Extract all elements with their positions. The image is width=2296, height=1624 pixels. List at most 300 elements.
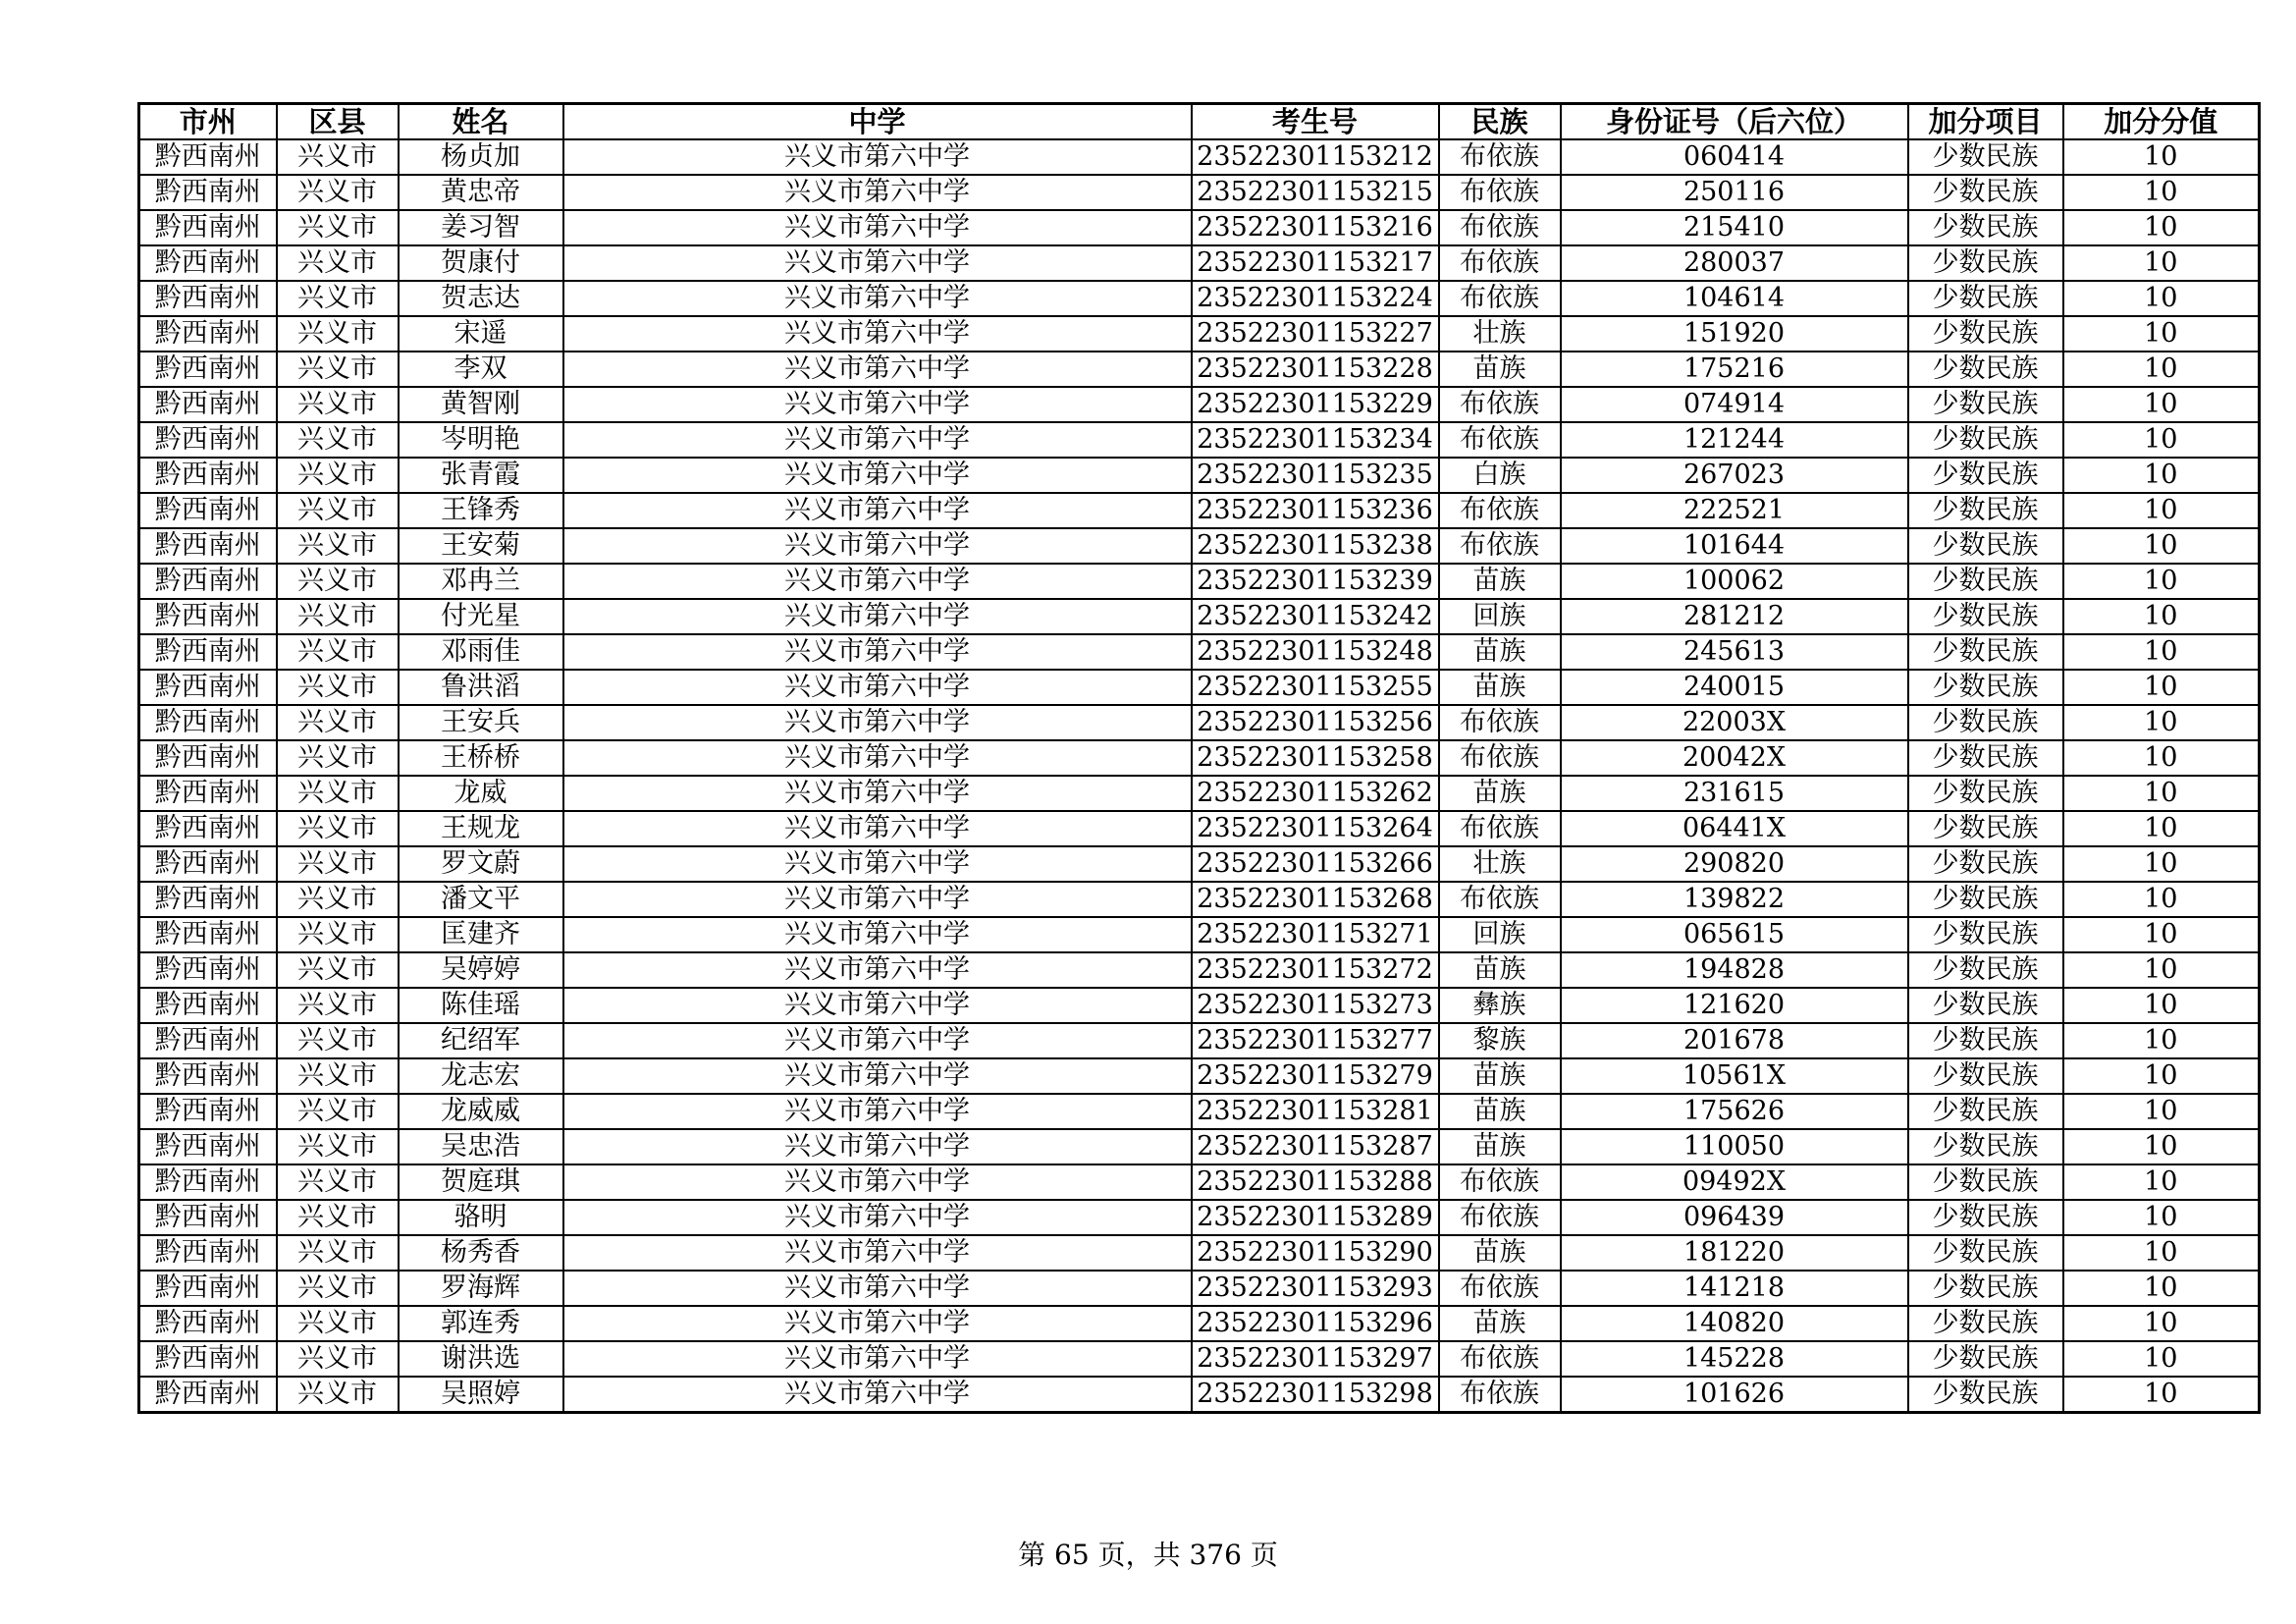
cell-school: 兴义市第六中学 xyxy=(563,281,1192,316)
cell-district: 兴义市 xyxy=(277,740,399,776)
cell-city: 黔西南州 xyxy=(139,1377,277,1413)
cell-city: 黔西南州 xyxy=(139,422,277,458)
cell-bonus-value: 10 xyxy=(2063,811,2260,846)
cell-bonus-item: 少数民族 xyxy=(1908,387,2063,422)
cell-bonus-item: 少数民族 xyxy=(1908,1200,2063,1235)
cell-exam-number: 23522301153273 xyxy=(1192,988,1439,1023)
col-header-district: 区县 xyxy=(277,104,399,140)
cell-city: 黔西南州 xyxy=(139,1235,277,1271)
cell-school: 兴义市第六中学 xyxy=(563,1094,1192,1129)
cell-name: 王安菊 xyxy=(399,528,563,564)
cell-name: 龙威威 xyxy=(399,1094,563,1129)
cell-name: 王锋秀 xyxy=(399,493,563,528)
cell-bonus-item: 少数民族 xyxy=(1908,776,2063,811)
cell-city: 黔西南州 xyxy=(139,988,277,1023)
table-row xyxy=(139,493,2260,528)
cell-exam-number: 23522301153227 xyxy=(1192,316,1439,352)
table-row xyxy=(139,564,2260,599)
table-body xyxy=(139,139,2260,1413)
cell-exam-number: 23522301153271 xyxy=(1192,917,1439,952)
cell-district: 兴义市 xyxy=(277,599,399,634)
cell-bonus-value: 10 xyxy=(2063,387,2260,422)
cell-ethnicity: 苗族 xyxy=(1439,564,1561,599)
cell-bonus-value: 10 xyxy=(2063,634,2260,670)
cell-exam-number: 23522301153262 xyxy=(1192,776,1439,811)
table-row xyxy=(139,139,2260,175)
cell-bonus-value: 10 xyxy=(2063,882,2260,917)
table-row xyxy=(139,1094,2260,1129)
cell-exam-number: 23522301153296 xyxy=(1192,1306,1439,1341)
cell-name: 李双 xyxy=(399,352,563,387)
cell-exam-number: 23522301153228 xyxy=(1192,352,1439,387)
cell-ethnicity: 白族 xyxy=(1439,458,1561,493)
cell-city: 黔西南州 xyxy=(139,1023,277,1058)
cell-city: 黔西南州 xyxy=(139,493,277,528)
cell-ethnicity: 布依族 xyxy=(1439,281,1561,316)
cell-name: 贺庭琪 xyxy=(399,1164,563,1200)
cell-id-last-six: 215410 xyxy=(1561,210,1908,245)
cell-bonus-value: 10 xyxy=(2063,1271,2260,1306)
table-row xyxy=(139,316,2260,352)
cell-exam-number: 23522301153255 xyxy=(1192,670,1439,705)
cell-school: 兴义市第六中学 xyxy=(563,387,1192,422)
cell-exam-number: 23522301153277 xyxy=(1192,1023,1439,1058)
cell-district: 兴义市 xyxy=(277,846,399,882)
roster-sheet xyxy=(137,102,2258,1414)
table-row xyxy=(139,1341,2260,1377)
cell-ethnicity: 回族 xyxy=(1439,599,1561,634)
cell-city: 黔西南州 xyxy=(139,882,277,917)
cell-ethnicity: 彝族 xyxy=(1439,988,1561,1023)
cell-ethnicity: 苗族 xyxy=(1439,776,1561,811)
cell-district: 兴义市 xyxy=(277,952,399,988)
cell-id-last-six: 245613 xyxy=(1561,634,1908,670)
cell-school: 兴义市第六中学 xyxy=(563,988,1192,1023)
cell-exam-number: 23522301153248 xyxy=(1192,634,1439,670)
cell-id-last-six: 20042X xyxy=(1561,740,1908,776)
page-footer: 第 65 页，共 376 页 xyxy=(1018,1539,1278,1571)
cell-district: 兴义市 xyxy=(277,1094,399,1129)
cell-bonus-item: 少数民族 xyxy=(1908,1058,2063,1094)
cell-school: 兴义市第六中学 xyxy=(563,1200,1192,1235)
cell-school: 兴义市第六中学 xyxy=(563,316,1192,352)
cell-exam-number: 23522301153212 xyxy=(1192,139,1439,175)
table-row xyxy=(139,281,2260,316)
cell-bonus-item: 少数民族 xyxy=(1908,705,2063,740)
cell-id-last-six: 175626 xyxy=(1561,1094,1908,1129)
cell-bonus-value: 10 xyxy=(2063,917,2260,952)
cell-name: 黄忠帝 xyxy=(399,175,563,210)
cell-name: 邓雨佳 xyxy=(399,634,563,670)
cell-exam-number: 23522301153234 xyxy=(1192,422,1439,458)
cell-school: 兴义市第六中学 xyxy=(563,1164,1192,1200)
cell-ethnicity: 苗族 xyxy=(1439,634,1561,670)
cell-name: 贺康付 xyxy=(399,245,563,281)
cell-school: 兴义市第六中学 xyxy=(563,1377,1192,1413)
cell-name: 邓冉兰 xyxy=(399,564,563,599)
cell-ethnicity: 布依族 xyxy=(1439,422,1561,458)
cell-city: 黔西南州 xyxy=(139,1306,277,1341)
cell-bonus-value: 10 xyxy=(2063,352,2260,387)
cell-exam-number: 23522301153256 xyxy=(1192,705,1439,740)
cell-district: 兴义市 xyxy=(277,1306,399,1341)
table-row xyxy=(139,175,2260,210)
cell-city: 黔西南州 xyxy=(139,281,277,316)
cell-exam-number: 23522301153281 xyxy=(1192,1094,1439,1129)
cell-exam-number: 23522301153238 xyxy=(1192,528,1439,564)
cell-name: 龙志宏 xyxy=(399,1058,563,1094)
cell-id-last-six: 141218 xyxy=(1561,1271,1908,1306)
cell-district: 兴义市 xyxy=(277,882,399,917)
cell-name: 宋遥 xyxy=(399,316,563,352)
cell-school: 兴义市第六中学 xyxy=(563,458,1192,493)
cell-name: 张青霞 xyxy=(399,458,563,493)
cell-bonus-item: 少数民族 xyxy=(1908,422,2063,458)
cell-district: 兴义市 xyxy=(277,1377,399,1413)
table-row xyxy=(139,1200,2260,1235)
cell-ethnicity: 苗族 xyxy=(1439,1129,1561,1164)
cell-city: 黔西南州 xyxy=(139,387,277,422)
col-header-ethnicity: 民族 xyxy=(1439,104,1561,140)
cell-bonus-value: 10 xyxy=(2063,564,2260,599)
table-row xyxy=(139,1306,2260,1341)
cell-name: 罗海辉 xyxy=(399,1271,563,1306)
table-row xyxy=(139,1235,2260,1271)
table-row xyxy=(139,599,2260,634)
cell-bonus-value: 10 xyxy=(2063,1341,2260,1377)
cell-bonus-value: 10 xyxy=(2063,599,2260,634)
cell-ethnicity: 苗族 xyxy=(1439,1235,1561,1271)
table-row xyxy=(139,917,2260,952)
cell-bonus-item: 少数民族 xyxy=(1908,634,2063,670)
table-row xyxy=(139,670,2260,705)
cell-district: 兴义市 xyxy=(277,245,399,281)
cell-city: 黔西南州 xyxy=(139,811,277,846)
cell-id-last-six: 096439 xyxy=(1561,1200,1908,1235)
cell-exam-number: 23522301153279 xyxy=(1192,1058,1439,1094)
cell-school: 兴义市第六中学 xyxy=(563,1306,1192,1341)
cell-exam-number: 23522301153217 xyxy=(1192,245,1439,281)
cell-name: 吴照婷 xyxy=(399,1377,563,1413)
cell-id-last-six: 121244 xyxy=(1561,422,1908,458)
cell-exam-number: 23522301153235 xyxy=(1192,458,1439,493)
cell-bonus-value: 10 xyxy=(2063,139,2260,175)
cell-id-last-six: 101626 xyxy=(1561,1377,1908,1413)
cell-district: 兴义市 xyxy=(277,705,399,740)
cell-bonus-item: 少数民族 xyxy=(1908,1271,2063,1306)
cell-id-last-six: 194828 xyxy=(1561,952,1908,988)
cell-bonus-item: 少数民族 xyxy=(1908,811,2063,846)
cell-exam-number: 23522301153224 xyxy=(1192,281,1439,316)
cell-school: 兴义市第六中学 xyxy=(563,139,1192,175)
cell-id-last-six: 280037 xyxy=(1561,245,1908,281)
cell-school: 兴义市第六中学 xyxy=(563,846,1192,882)
cell-id-last-six: 09492X xyxy=(1561,1164,1908,1200)
cell-exam-number: 23522301153298 xyxy=(1192,1377,1439,1413)
bonus-points-table xyxy=(137,102,2261,1414)
cell-exam-number: 23522301153297 xyxy=(1192,1341,1439,1377)
cell-exam-number: 23522301153288 xyxy=(1192,1164,1439,1200)
cell-bonus-value: 10 xyxy=(2063,493,2260,528)
cell-bonus-item: 少数民族 xyxy=(1908,740,2063,776)
cell-bonus-item: 少数民族 xyxy=(1908,1094,2063,1129)
cell-bonus-item: 少数民族 xyxy=(1908,1235,2063,1271)
cell-bonus-value: 10 xyxy=(2063,740,2260,776)
cell-city: 黔西南州 xyxy=(139,776,277,811)
cell-bonus-value: 10 xyxy=(2063,210,2260,245)
cell-bonus-value: 10 xyxy=(2063,422,2260,458)
table-row xyxy=(139,458,2260,493)
cell-name: 杨贞加 xyxy=(399,139,563,175)
cell-school: 兴义市第六中学 xyxy=(563,882,1192,917)
cell-bonus-item: 少数民族 xyxy=(1908,245,2063,281)
cell-name: 鲁洪滔 xyxy=(399,670,563,705)
cell-bonus-item: 少数民族 xyxy=(1908,670,2063,705)
cell-ethnicity: 苗族 xyxy=(1439,1094,1561,1129)
cell-name: 王安兵 xyxy=(399,705,563,740)
cell-district: 兴义市 xyxy=(277,528,399,564)
cell-city: 黔西南州 xyxy=(139,1094,277,1129)
cell-name: 龙威 xyxy=(399,776,563,811)
cell-exam-number: 23522301153258 xyxy=(1192,740,1439,776)
cell-school: 兴义市第六中学 xyxy=(563,352,1192,387)
cell-id-last-six: 22003X xyxy=(1561,705,1908,740)
cell-exam-number: 23522301153242 xyxy=(1192,599,1439,634)
cell-bonus-item: 少数民族 xyxy=(1908,952,2063,988)
cell-school: 兴义市第六中学 xyxy=(563,599,1192,634)
cell-exam-number: 23522301153236 xyxy=(1192,493,1439,528)
cell-exam-number: 23522301153216 xyxy=(1192,210,1439,245)
cell-bonus-item: 少数民族 xyxy=(1908,1341,2063,1377)
cell-name: 纪绍军 xyxy=(399,1023,563,1058)
cell-ethnicity: 布依族 xyxy=(1439,882,1561,917)
cell-city: 黔西南州 xyxy=(139,1200,277,1235)
cell-name: 王桥桥 xyxy=(399,740,563,776)
cell-name: 吴婷婷 xyxy=(399,952,563,988)
cell-district: 兴义市 xyxy=(277,422,399,458)
cell-school: 兴义市第六中学 xyxy=(563,1271,1192,1306)
cell-id-last-six: 110050 xyxy=(1561,1129,1908,1164)
cell-ethnicity: 壮族 xyxy=(1439,846,1561,882)
cell-ethnicity: 苗族 xyxy=(1439,1306,1561,1341)
cell-name: 贺志达 xyxy=(399,281,563,316)
cell-bonus-item: 少数民族 xyxy=(1908,352,2063,387)
cell-id-last-six: 250116 xyxy=(1561,175,1908,210)
cell-bonus-value: 10 xyxy=(2063,1129,2260,1164)
table-row xyxy=(139,952,2260,988)
cell-exam-number: 23522301153293 xyxy=(1192,1271,1439,1306)
table-row xyxy=(139,882,2260,917)
cell-district: 兴义市 xyxy=(277,811,399,846)
cell-school: 兴义市第六中学 xyxy=(563,811,1192,846)
cell-ethnicity: 苗族 xyxy=(1439,352,1561,387)
cell-bonus-item: 少数民族 xyxy=(1908,1164,2063,1200)
cell-bonus-item: 少数民族 xyxy=(1908,139,2063,175)
cell-name: 潘文平 xyxy=(399,882,563,917)
cell-district: 兴义市 xyxy=(277,352,399,387)
cell-bonus-value: 10 xyxy=(2063,1235,2260,1271)
cell-bonus-value: 10 xyxy=(2063,528,2260,564)
cell-bonus-item: 少数民族 xyxy=(1908,493,2063,528)
cell-id-last-six: 281212 xyxy=(1561,599,1908,634)
cell-school: 兴义市第六中学 xyxy=(563,1341,1192,1377)
col-header-bonus-item: 加分项目 xyxy=(1908,104,2063,140)
cell-city: 黔西南州 xyxy=(139,458,277,493)
cell-bonus-item: 少数民族 xyxy=(1908,316,2063,352)
cell-bonus-value: 10 xyxy=(2063,846,2260,882)
cell-bonus-value: 10 xyxy=(2063,1200,2260,1235)
cell-id-last-six: 104614 xyxy=(1561,281,1908,316)
cell-ethnicity: 布依族 xyxy=(1439,139,1561,175)
cell-school: 兴义市第六中学 xyxy=(563,705,1192,740)
cell-exam-number: 23522301153289 xyxy=(1192,1200,1439,1235)
cell-bonus-value: 10 xyxy=(2063,281,2260,316)
cell-exam-number: 23522301153268 xyxy=(1192,882,1439,917)
cell-id-last-six: 181220 xyxy=(1561,1235,1908,1271)
cell-bonus-value: 10 xyxy=(2063,670,2260,705)
cell-id-last-six: 139822 xyxy=(1561,882,1908,917)
table-row xyxy=(139,846,2260,882)
cell-school: 兴义市第六中学 xyxy=(563,528,1192,564)
col-header-name: 姓名 xyxy=(399,104,563,140)
cell-id-last-six: 231615 xyxy=(1561,776,1908,811)
cell-ethnicity: 布依族 xyxy=(1439,1200,1561,1235)
cell-ethnicity: 布依族 xyxy=(1439,1377,1561,1413)
cell-ethnicity: 苗族 xyxy=(1439,670,1561,705)
cell-district: 兴义市 xyxy=(277,1164,399,1200)
table-row xyxy=(139,245,2260,281)
cell-name: 匡建齐 xyxy=(399,917,563,952)
cell-id-last-six: 145228 xyxy=(1561,1341,1908,1377)
cell-city: 黔西南州 xyxy=(139,1129,277,1164)
table-row xyxy=(139,528,2260,564)
cell-district: 兴义市 xyxy=(277,1129,399,1164)
cell-city: 黔西南州 xyxy=(139,917,277,952)
cell-city: 黔西南州 xyxy=(139,1341,277,1377)
cell-bonus-item: 少数民族 xyxy=(1908,846,2063,882)
col-header-city: 市州 xyxy=(139,104,277,140)
cell-bonus-value: 10 xyxy=(2063,776,2260,811)
table-row xyxy=(139,740,2260,776)
cell-bonus-value: 10 xyxy=(2063,988,2260,1023)
cell-city: 黔西南州 xyxy=(139,1058,277,1094)
cell-ethnicity: 黎族 xyxy=(1439,1023,1561,1058)
cell-id-last-six: 101644 xyxy=(1561,528,1908,564)
cell-name: 郭连秀 xyxy=(399,1306,563,1341)
table-row xyxy=(139,811,2260,846)
cell-bonus-value: 10 xyxy=(2063,1164,2260,1200)
col-header-bonus-value: 加分分值 xyxy=(2063,104,2260,140)
cell-school: 兴义市第六中学 xyxy=(563,670,1192,705)
cell-ethnicity: 壮族 xyxy=(1439,316,1561,352)
cell-id-last-six: 06441X xyxy=(1561,811,1908,846)
cell-city: 黔西南州 xyxy=(139,245,277,281)
cell-name: 付光星 xyxy=(399,599,563,634)
cell-name: 王规龙 xyxy=(399,811,563,846)
cell-district: 兴义市 xyxy=(277,175,399,210)
cell-district: 兴义市 xyxy=(277,917,399,952)
cell-bonus-item: 少数民族 xyxy=(1908,599,2063,634)
table-row xyxy=(139,1164,2260,1200)
cell-exam-number: 23522301153264 xyxy=(1192,811,1439,846)
table-row xyxy=(139,1377,2260,1413)
cell-name: 陈佳瑶 xyxy=(399,988,563,1023)
cell-school: 兴义市第六中学 xyxy=(563,776,1192,811)
cell-city: 黔西南州 xyxy=(139,564,277,599)
cell-exam-number: 23522301153239 xyxy=(1192,564,1439,599)
cell-bonus-item: 少数民族 xyxy=(1908,988,2063,1023)
cell-city: 黔西南州 xyxy=(139,528,277,564)
cell-city: 黔西南州 xyxy=(139,175,277,210)
cell-bonus-item: 少数民族 xyxy=(1908,1377,2063,1413)
cell-city: 黔西南州 xyxy=(139,599,277,634)
col-header-id-last-six: 身份证号（后六位） xyxy=(1561,104,1908,140)
table-row xyxy=(139,1023,2260,1058)
cell-ethnicity: 布依族 xyxy=(1439,1164,1561,1200)
cell-id-last-six: 151920 xyxy=(1561,316,1908,352)
cell-school: 兴义市第六中学 xyxy=(563,175,1192,210)
cell-city: 黔西南州 xyxy=(139,316,277,352)
cell-name: 杨秀香 xyxy=(399,1235,563,1271)
cell-district: 兴义市 xyxy=(277,1341,399,1377)
cell-district: 兴义市 xyxy=(277,1023,399,1058)
cell-exam-number: 23522301153229 xyxy=(1192,387,1439,422)
cell-id-last-six: 121620 xyxy=(1561,988,1908,1023)
cell-bonus-value: 10 xyxy=(2063,705,2260,740)
cell-bonus-item: 少数民族 xyxy=(1908,175,2063,210)
cell-city: 黔西南州 xyxy=(139,634,277,670)
col-header-exam-number: 考生号 xyxy=(1192,104,1439,140)
cell-name: 姜习智 xyxy=(399,210,563,245)
cell-district: 兴义市 xyxy=(277,1235,399,1271)
table-row xyxy=(139,988,2260,1023)
table-row xyxy=(139,422,2260,458)
cell-ethnicity: 回族 xyxy=(1439,917,1561,952)
cell-id-last-six: 222521 xyxy=(1561,493,1908,528)
cell-district: 兴义市 xyxy=(277,776,399,811)
cell-exam-number: 23522301153287 xyxy=(1192,1129,1439,1164)
cell-id-last-six: 201678 xyxy=(1561,1023,1908,1058)
cell-district: 兴义市 xyxy=(277,210,399,245)
cell-id-last-six: 065615 xyxy=(1561,917,1908,952)
cell-district: 兴义市 xyxy=(277,988,399,1023)
cell-bonus-value: 10 xyxy=(2063,458,2260,493)
col-header-school: 中学 xyxy=(563,104,1192,140)
cell-city: 黔西南州 xyxy=(139,846,277,882)
cell-school: 兴义市第六中学 xyxy=(563,210,1192,245)
header-row xyxy=(139,104,2260,140)
cell-exam-number: 23522301153215 xyxy=(1192,175,1439,210)
cell-ethnicity: 苗族 xyxy=(1439,1058,1561,1094)
table-row xyxy=(139,210,2260,245)
cell-city: 黔西南州 xyxy=(139,1271,277,1306)
cell-id-last-six: 074914 xyxy=(1561,387,1908,422)
cell-bonus-item: 少数民族 xyxy=(1908,1023,2063,1058)
cell-bonus-value: 10 xyxy=(2063,1377,2260,1413)
cell-bonus-value: 10 xyxy=(2063,316,2260,352)
cell-school: 兴义市第六中学 xyxy=(563,1023,1192,1058)
cell-district: 兴义市 xyxy=(277,281,399,316)
cell-city: 黔西南州 xyxy=(139,139,277,175)
cell-bonus-item: 少数民族 xyxy=(1908,1129,2063,1164)
cell-ethnicity: 布依族 xyxy=(1439,493,1561,528)
cell-id-last-six: 10561X xyxy=(1561,1058,1908,1094)
cell-district: 兴义市 xyxy=(277,670,399,705)
cell-school: 兴义市第六中学 xyxy=(563,634,1192,670)
cell-ethnicity: 布依族 xyxy=(1439,175,1561,210)
cell-district: 兴义市 xyxy=(277,1200,399,1235)
table-row xyxy=(139,1129,2260,1164)
